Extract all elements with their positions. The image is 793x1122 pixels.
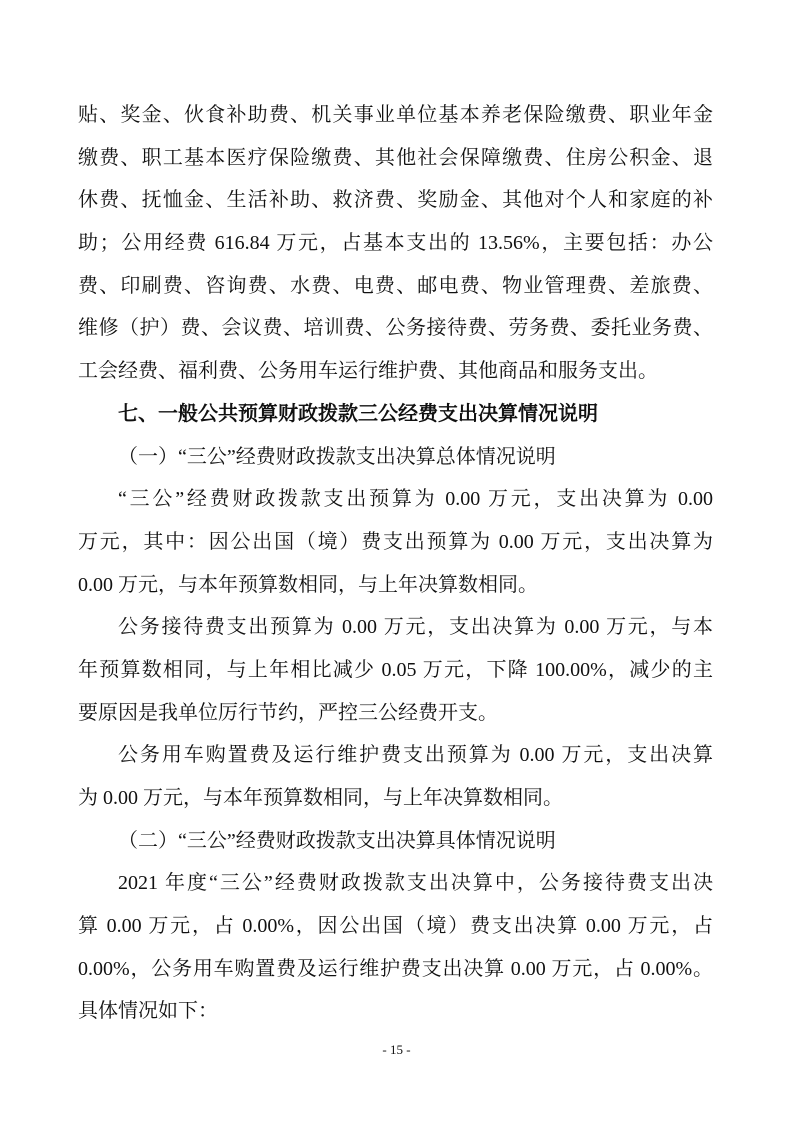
text-line: “三公”经费财政拨款支出预算为 0.00 万元，支出决算为 0.00 xyxy=(118,488,713,511)
paragraph-vehicle-expenses xyxy=(78,734,713,819)
text-line: 2021 年度“三公”经费财政拨款支出决算中，公务接待费支出决 xyxy=(118,872,713,895)
paragraph-2021-details xyxy=(78,862,713,1033)
text-line: 要原因是我单位厉行节约，严控三公经费开支。 xyxy=(78,701,498,724)
text-line: 年预算数相同，与上年相比减少 0.05 万元，下降 100.00%，减少的主 xyxy=(78,658,713,681)
text-line: 缴费、职工基本医疗保险缴费、其他社会保障缴费、住房公积金、退 xyxy=(78,146,713,169)
text-line: 费、印刷费、咨询费、水费、电费、邮电费、物业管理费、差旅费、 xyxy=(78,274,713,297)
text-line: 0.00 万元，与本年预算数相同，与上年决算数相同。 xyxy=(78,573,538,596)
subsection-heading-details: （二）“三公”经费财政拨款支出决算具体情况说明 xyxy=(118,829,556,852)
section-heading: 七、一般公共预算财政拨款三公经费支出决算情况说明 xyxy=(118,402,598,425)
text-line: 休费、抚恤金、生活补助、救济费、奖励金、其他对个人和家庭的补 xyxy=(78,189,713,212)
text-line: 助；公用经费 616.84 万元，占基本支出的 13.56%，主要包括：办公 xyxy=(78,232,713,255)
text-line: 维修（护）费、会议费、培训费、公务接待费、劳务费、委托业务费、 xyxy=(78,317,713,340)
text-line: 0.00%，公务用车购置费及运行维护费支出决算 0.00 万元，占 0.00%。 xyxy=(78,957,713,980)
paragraph-personnel-and-public-expenses xyxy=(78,94,713,393)
paragraph-reception-expenses xyxy=(78,606,713,734)
text-line: 工会经费、福利费、公务用车运行维护费、其他商品和服务支出。 xyxy=(78,360,658,383)
page-number: - 15 - xyxy=(382,1042,411,1057)
document-body xyxy=(78,94,713,1033)
text-line: 为 0.00 万元，与本年预算数相同，与上年决算数相同。 xyxy=(78,787,563,809)
text-line: 算 0.00 万元，占 0.00%，因公出国（境）费支出决算 0.00 万元，占 xyxy=(78,915,713,938)
subsection-heading-overall: （一）“三公”经费财政拨款支出决算总体情况说明 xyxy=(118,445,556,468)
text-line: 万元，其中：因公出国（境）费支出预算为 0.00 万元，支出决算为 xyxy=(78,530,713,553)
text-line: 公务接待费支出预算为 0.00 万元，支出决算为 0.00 万元，与本 xyxy=(118,616,713,639)
text-line: 具体情况如下： xyxy=(78,1000,218,1023)
text-line: 公务用车购置费及运行维护费支出预算为 0.00 万元，支出决算 xyxy=(118,744,713,767)
paragraph-three-public-overall xyxy=(78,478,713,606)
text-line: 贴、奖金、伙食补助费、机关事业单位基本养老保险缴费、职业年金 xyxy=(78,104,713,126)
